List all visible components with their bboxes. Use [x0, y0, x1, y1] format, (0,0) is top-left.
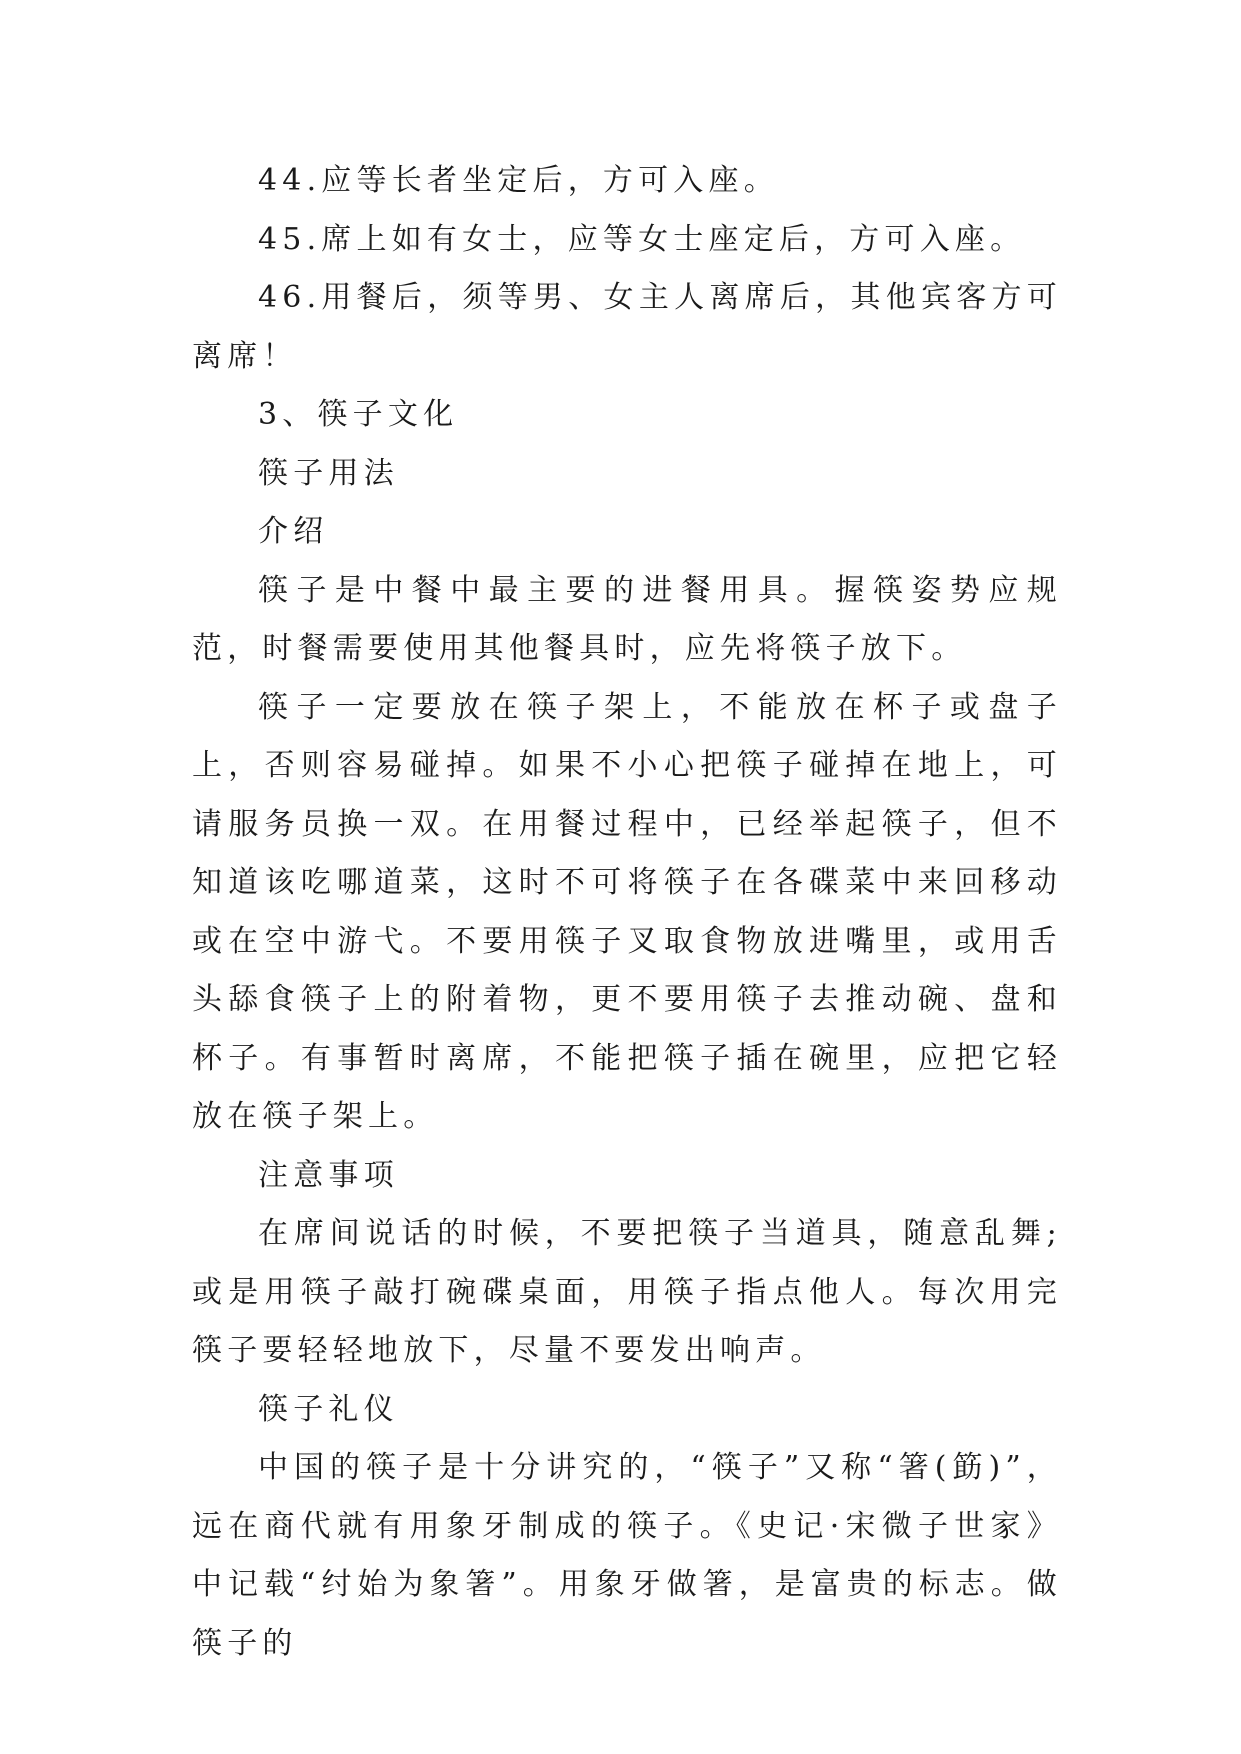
rule-46: 46.用餐后，须等男、女主人离席后，其他宾客方可离席！ — [192, 280, 1062, 374]
body-paragraph: 筷子是中餐中最主要的进餐用具。握筷姿势应规范，时餐需要使用其他餐具时，应先将筷子放下。 — [192, 572, 1062, 666]
subsection-heading: 筷子用法 — [258, 455, 399, 491]
section-heading: 3、筷子文化 — [258, 397, 459, 432]
body-paragraph: 中国的筷子是十分讲究的，“筷子”又称“箸(筯)”，远在商代就有用象牙制成的筷子。《史记·宋微子世家》中记载“纣始为象箸”。用象牙做箸，是富贵的标志。做筷子的 — [192, 1450, 1062, 1661]
rule-45: 45.席上如有女士，应等女士座定后，方可入座。 — [258, 221, 1026, 257]
document-body — [192, 152, 1062, 1673]
subsection-heading: 介绍 — [258, 514, 329, 549]
body-paragraph: 在席间说话的时候，不要把筷子当道具，随意乱舞;或是用筷子敲打碗碟桌面，用筷子指点他人。每次用完筷子要轻轻地放下，尽量不要发出响声。 — [192, 1216, 1062, 1368]
rule-44: 44.应等长者坐定后，方可入座。 — [258, 163, 779, 198]
subsection-heading: 筷子礼仪 — [258, 1391, 399, 1427]
subsection-heading: 注意事项 — [258, 1157, 399, 1193]
body-paragraph: 筷子一定要放在筷子架上，不能放在杯子或盘子上，否则容易碰掉。如果不小心把筷子碰掉在地上，可请服务员换一双。在用餐过程中，已经举起筷子，但不知道该吃哪道菜，这时不可将筷子在各碟菜中来回移动或在空中游弋。不要用筷子叉取食物放进嘴里，或用舌头舔食筷子上的附着物，更不要用筷子去推动碗、盘和杯子。有事暂时离席，不能把筷子插在碗里，应把它轻放在筷子架上。 — [192, 689, 1062, 1134]
